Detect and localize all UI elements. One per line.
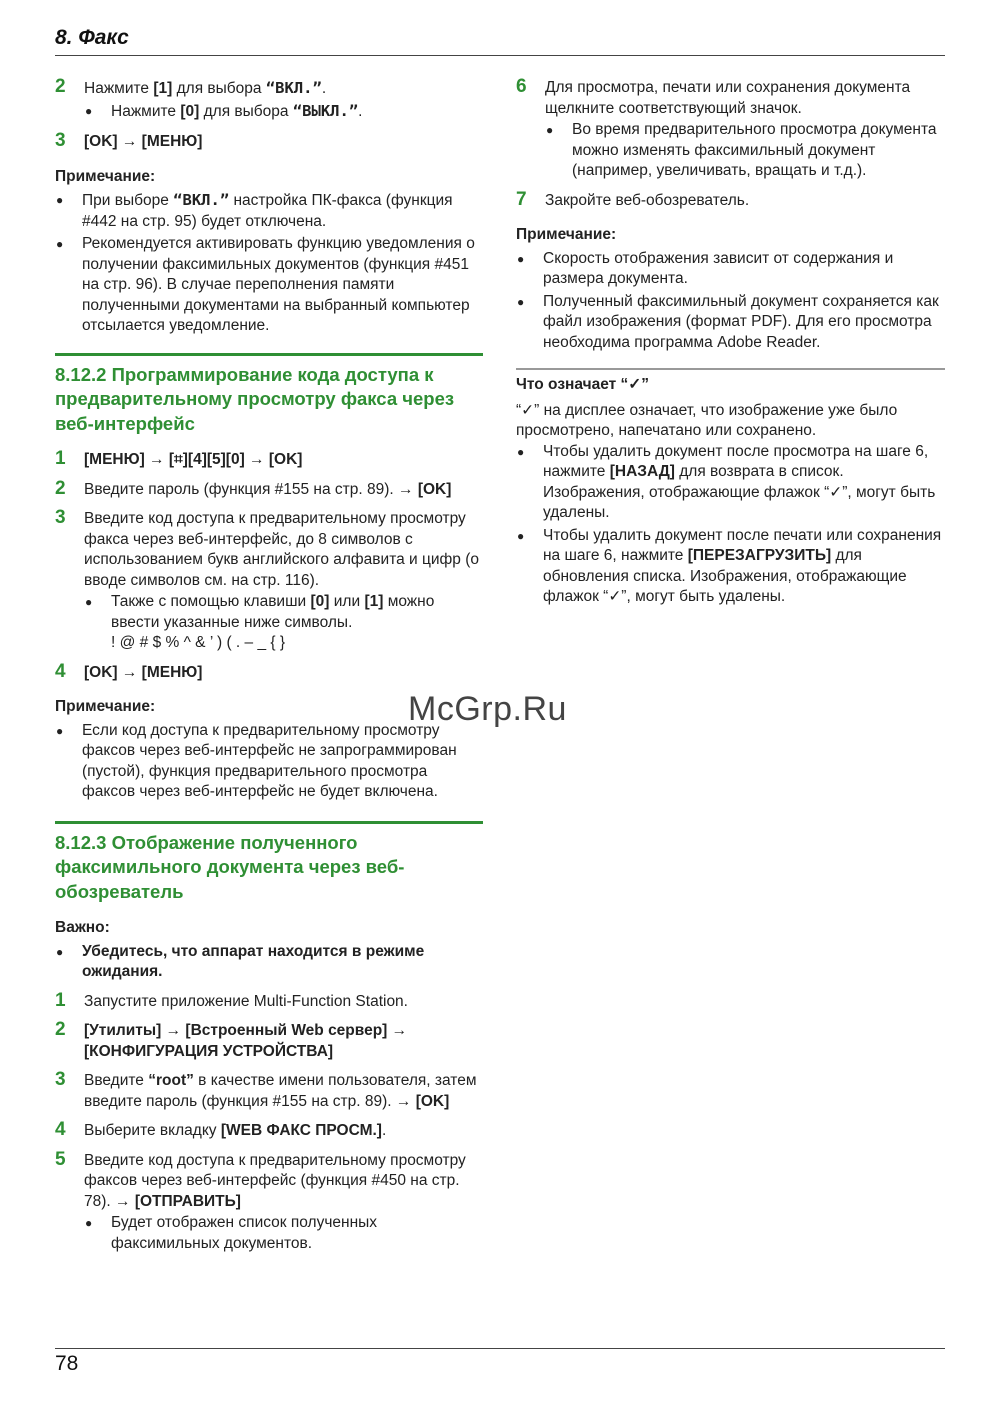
step-6: 6 Для просмотра, печати или сохранения документа щелкните соответствующий значок. ● Во время предварительного просмотра документа можно изменять факсимильный документ (например, увеличивать, вращать и т.д.). <box>516 78 945 182</box>
bullet-item: ● Чтобы удалить документ после просмотра на шаге 6, нажмите [НАЗАД] для возврата в список. Изображения, отображающие флажок “✓”, могут быть удалены. <box>516 442 945 524</box>
step-2: 2 Введите пароль (функция #155 на стр. 89). → [OK] <box>55 477 452 499</box>
note-bullet: ● Если код доступа к предварительному просмотру факсов через веб-интерфейс не запрограммирован (пустой), функция предварительного просмотра факсов через веб-интерфейс не будет включена. <box>55 721 483 803</box>
left-column <box>55 78 483 1254</box>
step-1: 1 [МЕНЮ] → [⌗][4][5][0] → [OK] <box>55 448 303 469</box>
step-7: 7 Закройте веб-обозреватель. <box>516 188 750 210</box>
bullet-item: ● Также с помощью клавиши [0] или [1] можно ввести указанные ниже символы. ! @ # $ % ^ & ’ ) ( . – _ { } <box>84 592 483 654</box>
header-divider <box>55 55 945 56</box>
note-label: Примечание: <box>55 698 156 715</box>
symbol-list: ! @ # $ % ^ & ’ ) ( . – _ { } <box>111 634 286 651</box>
note-label: Примечание: <box>55 167 156 185</box>
note-bullet: ● Полученный факсимильный документ сохраняется как файл изображения (формат PDF). Для его просмотра необходима программа Adobe Reader. <box>516 292 945 354</box>
step-number: 2 <box>55 76 66 97</box>
page-number: 78 <box>55 1352 79 1375</box>
bullet-item: ● Во время предварительного просмотра документа можно изменять факсимильный документ (например, увеличивать, вращать и т.д.). <box>545 120 945 182</box>
step-4: 4 [OK] → [МЕНЮ] <box>55 660 203 682</box>
step-3: 3 Введите “root” в качестве имени пользователя, затем введите пароль (функция #155 на стр. 89). → [OK] <box>55 1069 477 1110</box>
note-bullet: ● Рекомендуется активировать функцию уведомления о получении факсимильных документов (функция #451 на стр. 96). В случае переполнения памяти полученными документами на выбранный компьютер отсылается уведомление. <box>55 234 483 337</box>
bullet-item: ● Чтобы удалить документ после печати или сохранения на шаге 6, нажмите [ПЕРЕЗАГРУЗИТЬ] для обновления списка. Изображения, отображающие флажок “✓”, могут быть удалены. <box>516 526 945 608</box>
step-2: 2 Нажмите [1] для выбора “ВКЛ.”. ● Нажмите [0] для выбора “ВЫКЛ.”. <box>55 78 483 122</box>
checkmark-info-box <box>516 368 945 608</box>
checkmark-text: “✓” на дисплее означает, что изображение уже было просмотрено, напечатано или сохранено. <box>516 401 898 439</box>
section-title-8-12-3: 8.12.3 Отображение полученного факсимильного документа через веб-обозреватель <box>55 821 483 905</box>
bullet-item: ● Нажмите [0] для выбора “ВЫКЛ.”. <box>84 101 483 123</box>
footer-divider <box>55 1348 945 1349</box>
note-label: Примечание: <box>516 226 617 243</box>
step-3: 3 [OK] → [МЕНЮ] <box>55 130 203 151</box>
note-bullet: ● При выборе “ВКЛ.” настройка ПК-факса (функция #442 на стр. 95) будет отключена. <box>55 190 483 232</box>
watermark: McGrp.Ru <box>408 690 567 728</box>
step-5: 5 Введите код доступа к предварительному просмотру факсов через веб-интерфейс (функция #450 на стр. 78). → [ОТПРАВИТЬ] ● Будет отображен список полученных факсимильных документов. <box>55 1151 483 1255</box>
step-1: 1 Запустите приложение Multi-Function Station. <box>55 989 408 1011</box>
step-2: 2 [Утилиты] → [Встроенный Web сервер] → [КОНФИГУРАЦИЯ УСТРОЙСТВА] <box>55 1019 408 1060</box>
step-3: 3 Введите код доступа к предварительному просмотру факса через веб-интерфейс, до 8 символов с использованием букв английского алфавита и цифр (о вводе символов см. на стр. 116). ● Также с помощью клавиши [0] или [1] можно ввести указанные ниже символы. ! @ # $ % ^ & ’ ) ( . – _ { } <box>55 509 483 654</box>
section-title-8-12-2: 8.12.2 Программирование кода доступа к предварительному просмотру факса через веб-интерфейс <box>55 353 483 437</box>
chapter-header: 8. Факс <box>55 26 129 49</box>
bullet-item: ● Будет отображен список полученных факсимильных документов. <box>84 1213 483 1254</box>
important-label: Важно: <box>55 919 110 936</box>
step-4: 4 Выберите вкладку [WEB ФАКС ПРОСМ.]. <box>55 1119 387 1140</box>
important-bullet: ● Убедитесь, что аппарат находится в режиме ожидания. <box>55 942 483 983</box>
right-column <box>516 78 945 608</box>
checkmark-title: Что означает “✓” <box>516 376 650 393</box>
note-bullet: ● Скорость отображения зависит от содержания и размера документа. <box>516 249 945 290</box>
